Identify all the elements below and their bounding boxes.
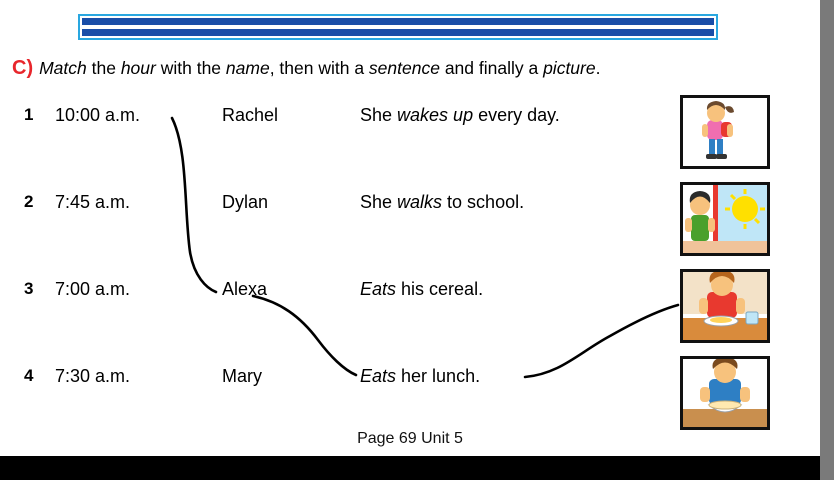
picture-girl-walking-with-backpack[interactable] xyxy=(680,95,770,169)
row-number: 4 xyxy=(24,366,34,385)
sentence-verb: wakes up xyxy=(397,105,474,125)
matching-rows xyxy=(0,96,834,444)
row-name[interactable]: Dylan xyxy=(222,192,269,212)
row-hour[interactable]: 7:30 a.m. xyxy=(55,366,131,386)
row-sentence[interactable] xyxy=(360,105,560,126)
rule-bar-top xyxy=(82,18,714,25)
row-hour[interactable]: 7:00 a.m. xyxy=(55,279,131,299)
row-name[interactable]: Alexa xyxy=(222,279,268,299)
sentence-after: his cereal. xyxy=(396,279,484,299)
sentence-verb: Eats xyxy=(360,279,397,299)
matching-row xyxy=(0,270,834,357)
instruction-word-sentence: sentence xyxy=(368,58,440,78)
row-name[interactable]: Rachel xyxy=(222,105,279,125)
sentence-after: every day. xyxy=(473,105,560,125)
row-sentence[interactable] xyxy=(360,366,480,387)
instruction-text-5: . xyxy=(595,58,601,78)
instruction-word-picture: picture xyxy=(543,58,596,78)
picture-girl-eating-at-table[interactable] xyxy=(680,269,770,343)
matching-row xyxy=(0,96,834,183)
rule-bar-bottom xyxy=(82,29,714,36)
sentence-after: to school. xyxy=(442,192,525,212)
row-hour[interactable]: 7:45 a.m. xyxy=(55,192,131,212)
page-footer: Page 69 Unit 5 xyxy=(357,430,463,447)
sentence-after: her lunch. xyxy=(396,366,481,386)
instruction-text-1: the xyxy=(86,58,121,78)
row-number: 3 xyxy=(24,279,34,298)
matching-row xyxy=(0,183,834,270)
exercise-letter: C) xyxy=(12,57,34,79)
sentence-verb: walks xyxy=(397,192,443,212)
sentence-before: She xyxy=(360,192,398,212)
right-margin-strip xyxy=(820,0,834,480)
instruction-word-hour: hour xyxy=(120,58,156,78)
instruction-text-4: and finally a xyxy=(439,58,544,78)
decorative-top-rule xyxy=(78,14,718,40)
exercise-instruction xyxy=(12,57,802,80)
row-name[interactable]: Mary xyxy=(222,366,262,386)
sentence-verb: Eats xyxy=(360,366,397,386)
instruction-text-2: with the xyxy=(155,58,226,78)
row-sentence[interactable] xyxy=(360,279,483,300)
row-number: 2 xyxy=(24,192,34,211)
row-sentence[interactable] xyxy=(360,192,524,213)
instruction-word-match: Match xyxy=(39,58,87,78)
bottom-black-bar xyxy=(0,456,820,480)
instruction-word-name: name xyxy=(225,58,270,78)
instruction-text-3: , then with a xyxy=(269,58,369,78)
row-hour[interactable]: 10:00 a.m. xyxy=(55,105,141,125)
row-number: 1 xyxy=(24,105,34,124)
picture-boy-eating-bowl-of-cereal[interactable] xyxy=(680,356,770,430)
picture-girl-waking-up-at-window-with-sun[interactable] xyxy=(680,182,770,256)
sentence-before: She xyxy=(360,105,398,125)
